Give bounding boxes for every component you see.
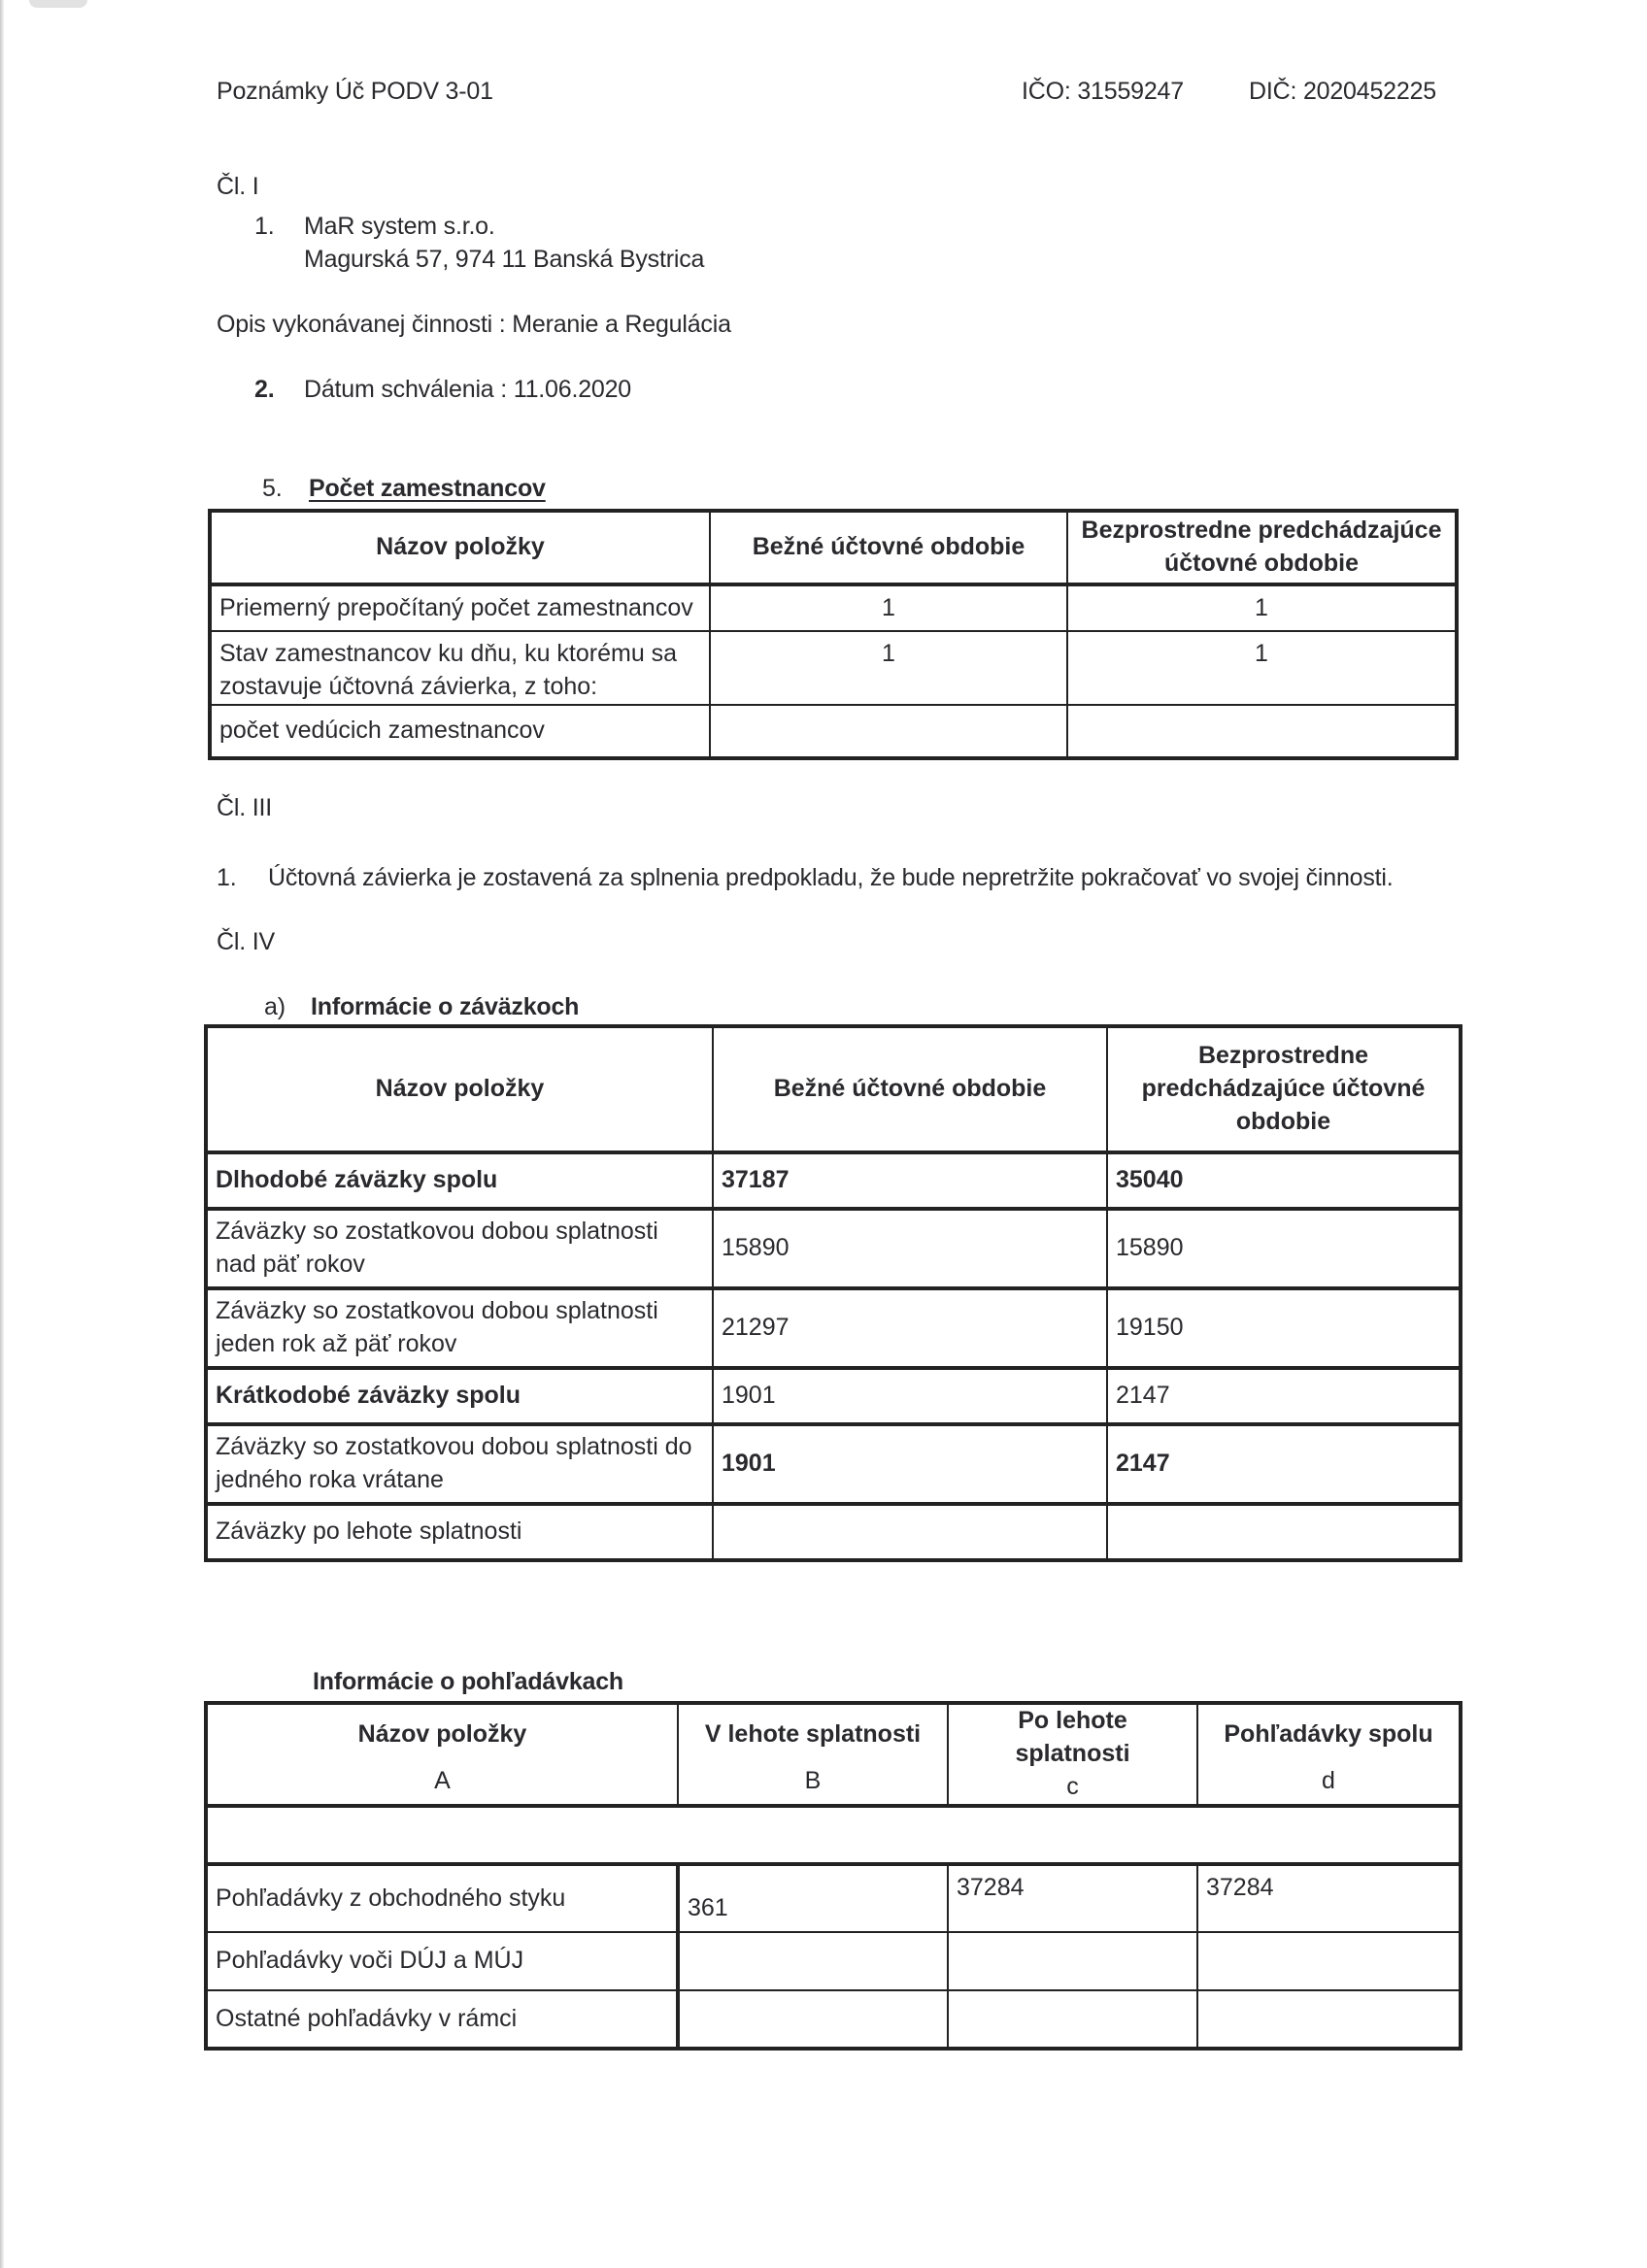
doc-header-left: Poznámky Úč PODV 3-01 — [217, 78, 493, 105]
within-due-value: 361 — [678, 1864, 948, 1932]
col-header-previous-period: Bezprostredne predchádzajúce účtovné obdobie — [1067, 511, 1457, 584]
overdue-value: 37284 — [948, 1864, 1197, 1932]
total-value — [1197, 1932, 1461, 1990]
col-header-code: d — [1322, 1766, 1335, 1794]
previous-value: 2147 — [1107, 1368, 1461, 1424]
col-header-overdue — [948, 1703, 1197, 1806]
previous-value — [1107, 1504, 1461, 1560]
activity-description: Opis vykonávanej činnosti : Meranie a Regulácia — [217, 311, 731, 338]
col-header-label: Názov položky — [357, 1720, 527, 1748]
going-concern-statement: Účtovná závierka je zostavená za splnenia predpokladu, že bude nepretržite pokračovať vo svojej činnosti. — [268, 864, 1394, 891]
scan-artifact — [29, 0, 87, 8]
item-2-number: 2. — [254, 376, 275, 403]
table-row — [206, 1932, 1461, 1990]
table-row — [206, 1368, 1461, 1424]
col-header-within-due — [678, 1703, 948, 1806]
current-value: 21297 — [713, 1288, 1107, 1368]
row-label: Pohľadávky voči DÚJ a MÚJ — [206, 1932, 678, 1990]
total-value — [1197, 1990, 1461, 2049]
row-label: Záväzky so zostatkovou dobou splatnosti jeden rok až päť rokov — [206, 1288, 713, 1368]
current-value: 1901 — [713, 1424, 1107, 1504]
previous-value: 1 — [1067, 584, 1457, 631]
col-header-label: Po lehote splatnosti — [1015, 1707, 1130, 1767]
ico-number: IČO: 31559247 — [1022, 78, 1184, 105]
current-value — [713, 1504, 1107, 1560]
row-label: Priemerný prepočítaný počet zamestnancov — [210, 584, 710, 631]
current-value — [710, 705, 1067, 758]
table-row-empty — [206, 1806, 1461, 1864]
col-header-current-period: Bežné účtovné obdobie — [710, 511, 1067, 584]
current-value: 1 — [710, 584, 1067, 631]
item-5-number: 5. — [262, 475, 283, 502]
table-row — [206, 1864, 1461, 1932]
article-4-heading: Čl. IV — [217, 928, 275, 955]
previous-value — [1067, 705, 1457, 758]
col-header-code: B — [804, 1766, 822, 1794]
previous-value: 35040 — [1107, 1152, 1461, 1209]
col-header-label: V lehote splatnosti — [704, 1720, 922, 1748]
liabilities-section-title: Informácie o záväzkoch — [311, 993, 580, 1020]
article-3-heading: Čl. III — [217, 794, 272, 821]
row-label: Záväzky so zostatkovou dobou splatnosti nad päť rokov — [206, 1209, 713, 1288]
scan-edge — [0, 0, 4, 2268]
col-header-item-name — [206, 1703, 678, 1806]
table-header-row — [206, 1026, 1461, 1152]
previous-value: 1 — [1067, 631, 1457, 705]
row-label: Dlhodobé záväzky spolu — [206, 1152, 713, 1209]
col-header-current-period: Bežné účtovné obdobie — [713, 1026, 1107, 1152]
table-row — [206, 1209, 1461, 1288]
current-value: 1 — [710, 631, 1067, 705]
section-a-label: a) — [264, 993, 286, 1020]
table-row — [206, 1504, 1461, 1560]
table-row — [210, 584, 1457, 631]
current-value: 1901 — [713, 1368, 1107, 1424]
overdue-value — [948, 1932, 1197, 1990]
table-header-row — [206, 1703, 1461, 1806]
current-value: 15890 — [713, 1209, 1107, 1288]
employees-section-title: Počet zamestnancov — [309, 475, 546, 502]
total-value: 37284 — [1197, 1864, 1461, 1932]
article-3-item-1-number: 1. — [217, 864, 237, 891]
table-row — [206, 1990, 1461, 2049]
article-1-heading: Čl. I — [217, 173, 259, 200]
col-header-item-name: Názov položky — [210, 511, 710, 584]
employees-table — [208, 509, 1459, 760]
col-header-label: Pohľadávky spolu — [1224, 1720, 1433, 1748]
previous-value: 15890 — [1107, 1209, 1461, 1288]
receivables-table — [204, 1701, 1462, 2051]
row-label: počet vedúcich zamestnancov — [210, 705, 710, 758]
within-due-value — [678, 1932, 948, 1990]
previous-value: 19150 — [1107, 1288, 1461, 1368]
table-row — [206, 1288, 1461, 1368]
row-label: Pohľadávky z obchodného styku — [206, 1864, 678, 1932]
current-value: 37187 — [713, 1152, 1107, 1209]
receivables-section-title: Informácie o pohľadávkach — [313, 1668, 624, 1695]
col-header-code: c — [1066, 1772, 1079, 1800]
row-label: Záväzky so zostatkovou dobou splatnosti do jedného roka vrátane — [206, 1424, 713, 1504]
col-header-total — [1197, 1703, 1461, 1806]
table-header-row — [210, 511, 1457, 584]
within-due-value — [678, 1990, 948, 2049]
table-row — [210, 631, 1457, 705]
table-row — [210, 705, 1457, 758]
empty-row-cell — [206, 1806, 1461, 1864]
company-address: Magurská 57, 974 11 Banská Bystrica — [304, 246, 705, 273]
item-1-number: 1. — [254, 213, 275, 240]
approval-date: Dátum schválenia : 11.06.2020 — [304, 376, 632, 403]
col-header-previous-period: Bezprostredne predchádzajúce účtovné obdobie — [1107, 1026, 1461, 1152]
liabilities-table — [204, 1024, 1462, 1562]
dic-number: DIČ: 2020452225 — [1249, 78, 1436, 105]
col-header-code: A — [434, 1766, 451, 1794]
row-label: Záväzky po lehote splatnosti — [206, 1504, 713, 1560]
table-row — [206, 1424, 1461, 1504]
table-row — [206, 1152, 1461, 1209]
previous-value: 2147 — [1107, 1424, 1461, 1504]
row-label: Stav zamestnancov ku dňu, ku ktorému sa zostavuje účtovná závierka, z toho: — [210, 631, 710, 705]
row-label: Krátkodobé záväzky spolu — [206, 1368, 713, 1424]
overdue-value — [948, 1990, 1197, 2049]
company-name: MaR system s.r.o. — [304, 213, 495, 240]
row-label: Ostatné pohľadávky v rámci — [206, 1990, 678, 2049]
col-header-item-name: Názov položky — [206, 1026, 713, 1152]
